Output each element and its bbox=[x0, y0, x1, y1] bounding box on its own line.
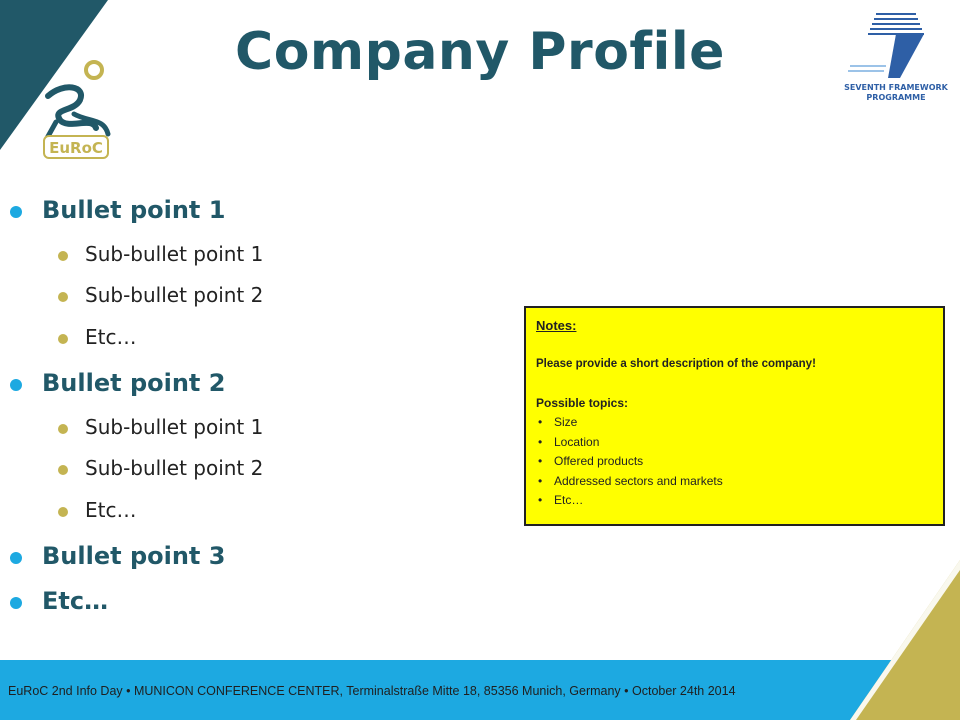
notes-topics-label: Possible topics: bbox=[536, 396, 629, 410]
list-item: • Size bbox=[536, 413, 723, 433]
bullet-dot bbox=[10, 552, 22, 564]
fp7-logo-text-1: SEVENTH FRAMEWORK bbox=[844, 83, 948, 92]
fp7-logo-text-2: PROGRAMME bbox=[866, 93, 926, 102]
bullet-2-sub-3: Etc… bbox=[85, 498, 137, 522]
list-item: • Addressed sectors and markets bbox=[536, 472, 723, 492]
bullet-1-sub-1: Sub-bullet point 1 bbox=[85, 242, 264, 266]
bullet-4: Etc… bbox=[42, 587, 109, 615]
slide-title: Company Profile bbox=[235, 22, 725, 82]
notes-title: Notes: bbox=[536, 318, 577, 333]
corner-decoration-bottom-right bbox=[850, 560, 960, 720]
sub-bullet-dot bbox=[58, 251, 68, 261]
sub-bullet-dot bbox=[58, 424, 68, 434]
notes-topics-list bbox=[536, 413, 723, 511]
bullet-1: Bullet point 1 bbox=[42, 196, 226, 224]
bullet-2-sub-1: Sub-bullet point 1 bbox=[85, 415, 264, 439]
bullet-2-sub-2: Sub-bullet point 2 bbox=[85, 456, 264, 480]
bullet-dot bbox=[10, 597, 22, 609]
notes-box bbox=[524, 306, 945, 526]
sub-bullet-dot bbox=[58, 292, 68, 302]
sub-bullet-dot bbox=[58, 334, 68, 344]
bullet-dot bbox=[10, 206, 22, 218]
footer-text: EuRoC 2nd Info Day • MUNICON CONFERENCE CENTER, Terminalstraße Mitte 18, 85356 Munich, Germany • October 24th 2014 bbox=[8, 684, 736, 698]
list-item: • Offered products bbox=[536, 452, 723, 472]
bullet-1-sub-3: Etc… bbox=[85, 325, 137, 349]
bullet-dot bbox=[10, 379, 22, 391]
bullet-3: Bullet point 3 bbox=[42, 542, 226, 570]
notes-text: Please provide a short description of the company! bbox=[536, 358, 816, 370]
bullet-1-sub-2: Sub-bullet point 2 bbox=[85, 283, 264, 307]
list-item: • Etc… bbox=[536, 491, 723, 511]
sub-bullet-dot bbox=[58, 507, 68, 517]
sub-bullet-dot bbox=[58, 465, 68, 475]
euroc-logo-text: EuRoC bbox=[49, 139, 103, 157]
footer-bar bbox=[0, 660, 960, 720]
bullet-2: Bullet point 2 bbox=[42, 369, 226, 397]
list-item: • Location bbox=[536, 433, 723, 453]
